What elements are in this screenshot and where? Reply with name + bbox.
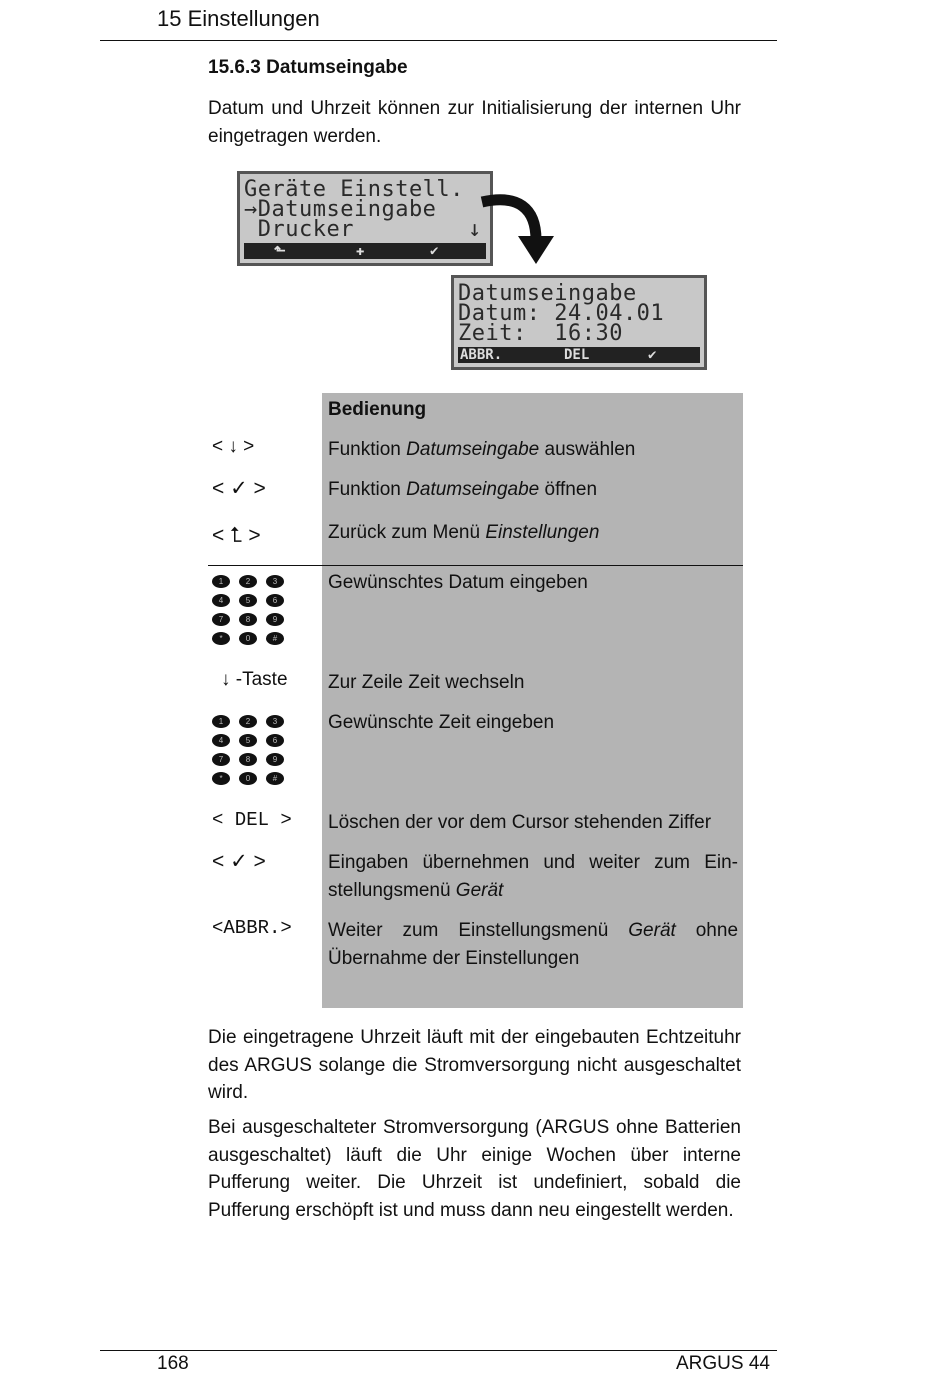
keypad-key: 6 <box>266 594 284 607</box>
keypad-key: * <box>212 632 230 645</box>
down-icon: ✚ <box>356 243 365 259</box>
keypad-key: 7 <box>212 753 230 766</box>
op-open: Funktion Datumseingabe öffnen <box>328 479 598 500</box>
check-icon: ✔ <box>648 347 657 363</box>
transition-arrow-icon <box>478 188 558 268</box>
paragraph-clock: Die eingetragene Uhrzeit läuft mit der eingebauten Echtzeituhr des ARGUS solange die Stromversorgung nicht ausgeschaltet wird. <box>208 1027 741 1103</box>
keypad-key: # <box>266 632 284 645</box>
chapter-title: 15 Einstellungen <box>157 6 320 31</box>
header-rule <box>100 40 777 41</box>
op-cancel: Weiter zum Einstellungsmenü Gerät ohne Übernahme der Einstellungen <box>328 920 739 969</box>
op-enter-date: Gewünschtes Datum eingeben <box>328 572 588 593</box>
table-heading: Bedienung <box>328 399 427 420</box>
del-softkey: DEL <box>564 347 590 363</box>
abbr-softkey: ABBR. <box>460 347 503 363</box>
lcd-screen-date-entry <box>451 275 707 370</box>
keypad-key: 6 <box>266 734 284 747</box>
keypad-key: 3 <box>266 715 284 728</box>
keypad-key: 1 <box>212 575 230 588</box>
lcd-line: Geräte Einstell. <box>244 177 464 202</box>
keypad-key: 4 <box>212 594 230 607</box>
op-select: Funktion Datumseingabe auswählen <box>328 439 636 460</box>
op-enter-time: Gewünschte Zeit eingeben <box>328 712 555 733</box>
key-down-taste: ↓ -Taste <box>221 669 288 690</box>
keypad-key: 4 <box>212 734 230 747</box>
lcd-line: →Datumseingabe <box>244 197 437 222</box>
section-title: 15.6.3 Datumseingabe <box>208 57 408 78</box>
footer-rule <box>100 1350 777 1351</box>
key-check: < ✓ > <box>212 477 266 500</box>
key-abbr: <ABBR.> <box>212 917 292 939</box>
paragraph-battery: Bei ausgeschalteter Stromversorgung (ARGUS ohne Batterien ausgeschaltet) läuft die Uhr einige Wochen über interne Pufferung weiter. Die Uhrzeit ist undefiniert, sobald die Pufferung erschöpft ist und muss dann neu eingestellt werden. <box>208 1117 741 1221</box>
check-icon: ✔ <box>430 243 439 259</box>
keypad-key: 5 <box>239 594 257 607</box>
key-del: < DEL > <box>212 809 292 831</box>
lcd-line: Drucker <box>244 217 354 242</box>
softkey-bar <box>458 347 700 363</box>
page-number: 168 <box>157 1353 189 1374</box>
keypad-key: 2 <box>239 715 257 728</box>
back-icon: ⬑ <box>274 243 286 259</box>
keypad-key: 0 <box>239 772 257 785</box>
keypad-key: 1 <box>212 715 230 728</box>
keypad-key: 0 <box>239 632 257 645</box>
op-confirm: Eingaben übernehmen und weiter zum Ein-stellungsmenü Gerät <box>328 852 738 901</box>
lcd-line: Zeit: 16:30 <box>458 321 623 346</box>
softkey-bar <box>244 243 486 259</box>
keypad-key: 7 <box>212 613 230 626</box>
keypad-key: # <box>266 772 284 785</box>
op-back: Zurück zum Menü Einstellungen <box>328 522 600 543</box>
table-divider <box>208 565 743 566</box>
keypad-key: 2 <box>239 575 257 588</box>
down-arrow-icon: ↓ <box>468 217 482 242</box>
keypad-key: 9 <box>266 753 284 766</box>
keypad-key: * <box>212 772 230 785</box>
key-check: < ✓ > <box>212 850 266 873</box>
lcd-line: Datumseingabe <box>458 281 637 306</box>
keypad-key: 5 <box>239 734 257 747</box>
lcd-screen-settings <box>237 171 493 266</box>
key-back: < ⮤ > <box>212 524 261 547</box>
keypad-key: 8 <box>239 613 257 626</box>
keypad-key: 8 <box>239 753 257 766</box>
product-name: ARGUS 44 <box>676 1353 770 1374</box>
op-next-line: Zur Zeile Zeit wechseln <box>328 672 525 693</box>
intro-text: Datum und Uhrzeit können zur Initialisierung der internen Uhr eingetragen werden. <box>208 98 741 147</box>
lcd-line: Datum: 24.04.01 <box>458 301 665 326</box>
keypad-key: 3 <box>266 575 284 588</box>
op-delete: Löschen der vor dem Cursor stehenden Ziffer <box>328 812 712 833</box>
keypad-key: 9 <box>266 613 284 626</box>
key-down: < ↓ > <box>212 436 255 457</box>
